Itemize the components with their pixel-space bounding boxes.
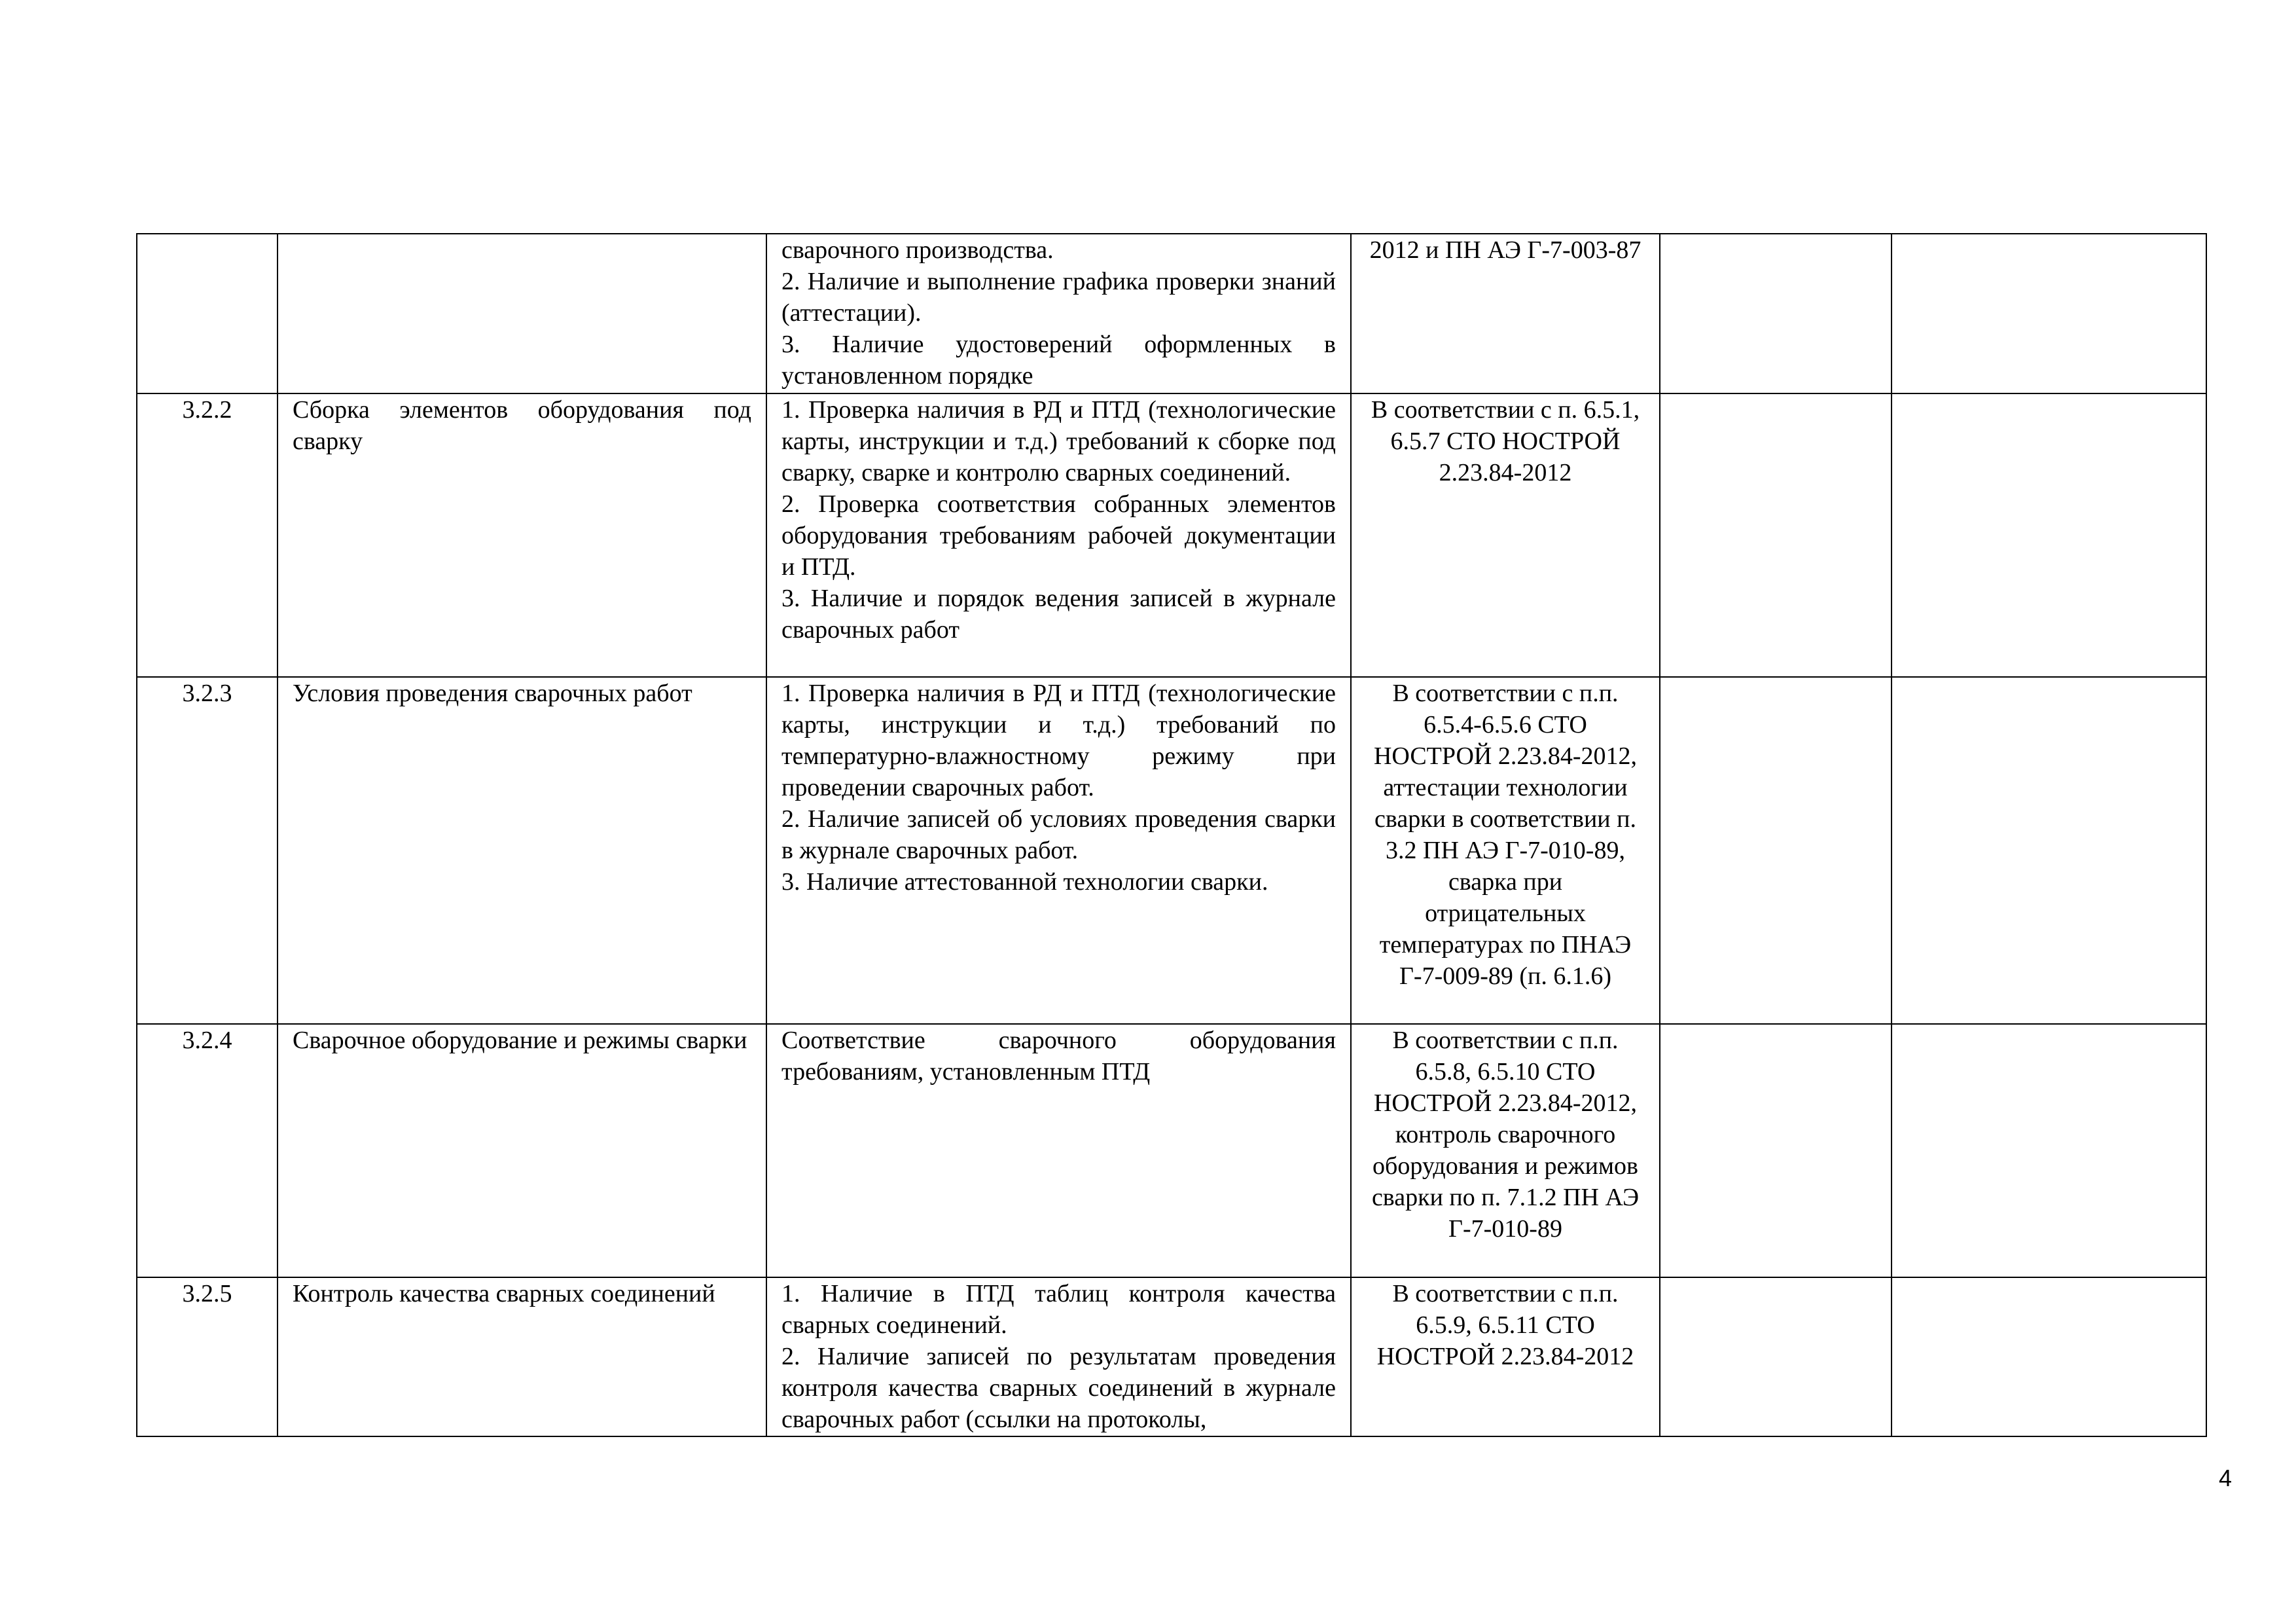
check-item: 2. Наличие записей об условиях проведения сварки в журнале сварочных работ.	[781, 805, 1336, 864]
row-checks-cell	[766, 1024, 1351, 1277]
row-name-cell: Сборка элементов оборудования под сварку	[278, 393, 766, 677]
table-row	[137, 1024, 2206, 1277]
check-item: 2. Проверка соответствия собранных элементов оборудования требованиям рабочей документации и ПТД.	[781, 490, 1336, 581]
row-reference-cell: В соответствии с п.п. 6.5.9, 6.5.11 СТО НОСТРОЙ 2.23.84-2012	[1351, 1277, 1660, 1436]
page-number: 4	[2218, 1465, 2232, 1491]
check-item: 1. Проверка наличия в РД и ПТД (технологические карты, инструкции и т.д.) требований по температурно-влажностному режиму при проведении сварочных работ.	[781, 680, 1336, 801]
row-number-cell: 3.2.4	[137, 1024, 278, 1277]
check-item: 1. Проверка наличия в РД и ПТД (технологические карты, инструкции и т.д.) требований к сборке под сварку, сварке и контролю сварных соединений.	[781, 396, 1336, 486]
row-empty-cell	[1892, 234, 2206, 393]
row-empty-cell	[1660, 234, 1892, 393]
check-item: 3. Наличие аттестованной технологии сварки.	[781, 868, 1268, 896]
row-empty-cell	[1892, 1024, 2206, 1277]
row-number-cell: 3.2.5	[137, 1277, 278, 1436]
check-item: 1. Наличие в ПТД таблиц контроля качества сварных соединений.	[781, 1280, 1336, 1339]
row-empty-cell	[1892, 1277, 2206, 1436]
row-empty-cell	[1660, 393, 1892, 677]
check-item: 2. Наличие и выполнение графика проверки знаний (аттестации).	[781, 268, 1336, 327]
row-empty-cell	[1892, 677, 2206, 1024]
row-name-cell: Контроль качества сварных соединений	[278, 1277, 766, 1436]
check-item: 3. Наличие и порядок ведения записей в журнале сварочных работ	[781, 585, 1336, 644]
row-reference-cell: В соответствии с п.п. 6.5.4-6.5.6 СТО НОСТРОЙ 2.23.84-2012, аттестации технологии сварки в соответствии п. 3.2 ПН АЭ Г-7-010-89, сварка при отрицательных температурах по ПНАЭ Г-7-009-89 (п. 6.1.6)	[1351, 677, 1660, 1024]
row-name-cell	[278, 234, 766, 393]
check-item: сварочного производства.	[781, 236, 1054, 264]
check-item: 3. Наличие удостоверений оформленных в установленном порядке	[781, 331, 1336, 390]
row-checks-cell	[766, 234, 1351, 393]
row-reference-cell: 2012 и ПН АЭ Г-7-003-87	[1351, 234, 1660, 393]
row-empty-cell	[1660, 677, 1892, 1024]
row-number-cell: 3.2.3	[137, 677, 278, 1024]
check-item: Соответствие сварочного оборудования требованиям, установленным ПТД	[781, 1027, 1336, 1085]
inspection-table	[136, 233, 2207, 1437]
check-item: 2. Наличие записей по результатам проведения контроля качества сварных соединений в журнале сварочных работ (ссылки на протоколы,	[781, 1343, 1336, 1433]
table-row	[137, 393, 2206, 677]
row-empty-cell	[1892, 393, 2206, 677]
row-name-cell: Сварочное оборудование и режимы сварки	[278, 1024, 766, 1277]
row-empty-cell	[1660, 1277, 1892, 1436]
table-row	[137, 1277, 2206, 1436]
row-checks-cell	[766, 677, 1351, 1024]
row-number-cell: 3.2.2	[137, 393, 278, 677]
row-empty-cell	[1660, 1024, 1892, 1277]
row-reference-cell: В соответствии с п.п. 6.5.8, 6.5.10 СТО НОСТРОЙ 2.23.84-2012, контроль сварочного оборудования и режимов сварки по п. 7.1.2 ПН АЭ Г-7-010-89	[1351, 1024, 1660, 1277]
table-row	[137, 234, 2206, 393]
row-checks-cell	[766, 393, 1351, 677]
row-reference-cell: В соответствии с п. 6.5.1, 6.5.7 СТО НОСТРОЙ 2.23.84-2012	[1351, 393, 1660, 677]
row-number-cell	[137, 234, 278, 393]
table-row	[137, 677, 2206, 1024]
row-checks-cell	[766, 1277, 1351, 1436]
row-name-cell: Условия проведения сварочных работ	[278, 677, 766, 1024]
